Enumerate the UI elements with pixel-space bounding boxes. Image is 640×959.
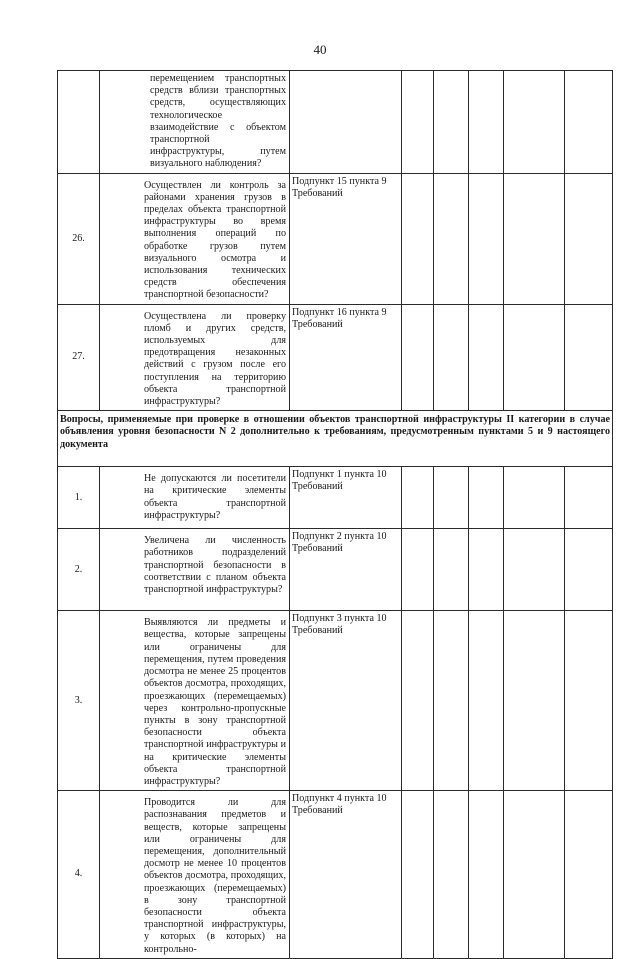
answer-cell (504, 304, 565, 411)
answer-cell (504, 71, 565, 174)
table-row (58, 304, 613, 411)
answer-cell (504, 467, 565, 529)
question-text: Осуществлена ли проверку пломб и других средств, используемых для предотвращения незаконных действий с грузом после его поступления на территорию объекта транспортной инфраструктуры? (144, 310, 286, 408)
answer-cell (565, 304, 613, 411)
question-cell (100, 173, 290, 304)
table-row (58, 791, 613, 959)
answer-cell (469, 173, 504, 304)
row-number: 3. (58, 611, 100, 791)
answer-cell (565, 611, 613, 791)
question-text: Проводится ли для распознавания предметов и веществ, которые запрещены или ограничены для перемещения, дополнительный досмотр не менее 10 процентов объектов досмотра, проходящих, проезжающих (перемещаемых) в зону транспортной безопасности объекта транспортной инфраструктуры, у которых (в которых) на контрольно- (144, 797, 286, 955)
table-row (58, 173, 613, 304)
row-number: 27. (58, 304, 100, 411)
question-cell (100, 71, 290, 174)
answer-cell (469, 791, 504, 959)
answer-cell (402, 529, 434, 611)
row-number: 26. (58, 173, 100, 304)
question-text: перемещением транспортных средств вблизи транспортных средств, осуществляющих технологическое взаимодействие с объектом транспортной инфраструктуры, путем визуального наблюдения? (150, 73, 286, 170)
row-number: 4. (58, 791, 100, 959)
requirement-cell: Подпункт 2 пункта 10 Требований (290, 529, 402, 611)
answer-cell (402, 71, 434, 174)
section-heading-row (58, 411, 613, 467)
answer-cell (504, 173, 565, 304)
answer-cell (565, 467, 613, 529)
answer-cell (434, 173, 469, 304)
question-cell (100, 467, 290, 529)
answer-cell (434, 529, 469, 611)
checklist-table (57, 70, 613, 959)
answer-cell (402, 467, 434, 529)
answer-cell (469, 529, 504, 611)
answer-cell (434, 304, 469, 411)
answer-cell (402, 611, 434, 791)
question-text: Осуществлен ли контроль за районами хранения грузов в пределах объекта транспортной инфраструктуры во время выполнения операций по обработке грузов путем визуального осмотра и использования технических средств обеспечения транспортной безопасности? (144, 179, 286, 301)
table-row (58, 71, 613, 174)
answer-cell (402, 791, 434, 959)
answer-cell (504, 529, 565, 611)
question-text: Выявляются ли предметы и вещества, которые запрещены или ограничены для перемещения, путем проведения досмотра не менее 25 процентов объектов досмотра, проходящих, проезжающих (перемещаемых) через контрольно-пропускные пункты в зону транспортной безопасности объекта транспортной инфраструктуры и на критические элементы объекта транспортной инфраструктуры? (144, 617, 286, 787)
answer-cell (434, 71, 469, 174)
row-number: 1. (58, 467, 100, 529)
row-number (58, 71, 100, 174)
requirement-cell: Подпункт 15 пункта 9 Требований (290, 173, 402, 304)
question-text: Увеличена ли численность работников подразделений транспортной безопасности в соответствии с планом объекта транспортной инфраструктуры? (144, 535, 286, 596)
question-cell (100, 611, 290, 791)
question-cell (100, 529, 290, 611)
table-row (58, 529, 613, 611)
answer-cell (434, 467, 469, 529)
answer-cell (469, 467, 504, 529)
answer-cell (402, 173, 434, 304)
section-heading: Вопросы, применяемые при проверке в отношении объектов транспортной инфраструктуры II категории в случае объявления уровня безопасности N 2 дополнительно к требованиям, предусмотренным пунктами 5 и 9 настоящего документа (58, 411, 613, 467)
question-cell (100, 791, 290, 959)
answer-cell (565, 173, 613, 304)
answer-cell (402, 304, 434, 411)
table-row (58, 611, 613, 791)
answer-cell (434, 791, 469, 959)
requirement-cell: Подпункт 1 пункта 10 Требований (290, 467, 402, 529)
requirement-cell: Подпункт 3 пункта 10 Требований (290, 611, 402, 791)
answer-cell (565, 529, 613, 611)
answer-cell (565, 791, 613, 959)
table-row (58, 467, 613, 529)
requirement-cell (290, 71, 402, 174)
answer-cell (469, 611, 504, 791)
requirement-cell: Подпункт 16 пункта 9 Требований (290, 304, 402, 411)
question-cell (100, 304, 290, 411)
answer-cell (469, 304, 504, 411)
page-number: 40 (313, 42, 327, 57)
answer-cell (504, 791, 565, 959)
answer-cell (434, 611, 469, 791)
question-text: Не допускаются ли посетители на критические элементы объекта транспортной инфраструктуры? (144, 473, 286, 521)
requirement-cell: Подпункт 4 пункта 10 Требований (290, 791, 402, 959)
row-number: 2. (58, 529, 100, 611)
answer-cell (565, 71, 613, 174)
answer-cell (469, 71, 504, 174)
answer-cell (504, 611, 565, 791)
